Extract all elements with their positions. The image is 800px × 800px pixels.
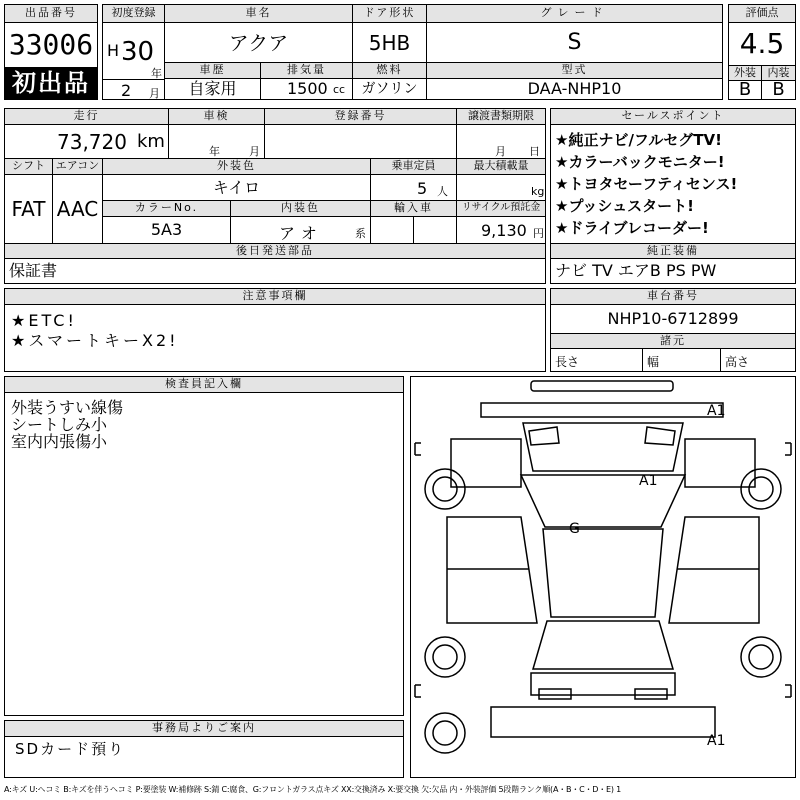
model-code: DAA-NHP10 [527,79,622,98]
color-no-header: カラーNo. [103,201,231,217]
reg-no-cell [265,125,457,159]
ext-color-header: 外装色 [103,159,371,175]
office-header: 事務局よりご案内 [5,721,403,737]
car-name-header: 車名 [165,5,353,23]
transfer-header: 譲渡書類期限 [457,109,545,125]
capacity-header: 乗車定員 [371,159,457,175]
shift: FAT [5,175,53,243]
width-cell [643,349,721,371]
car-diagram [411,377,795,777]
km-unit: km [137,131,165,152]
displacement-cell [261,79,353,99]
sales-points-box [550,108,796,284]
fuel: ガソリン [353,79,427,99]
reg-month: 2 [121,81,132,99]
transfer-cell [457,125,545,159]
kei-unit: 系 [355,227,366,240]
yen-unit: 円 [533,227,544,240]
caution-box [4,288,546,372]
displacement-header: 排気量 [261,63,353,79]
sales-point: ★トヨタセーフティセンス! [555,175,738,193]
main-table [4,108,546,284]
cc-unit: cc [333,83,346,96]
insp-month-unit: 月 [249,145,260,158]
vehicle-history: 自家用 [165,79,261,99]
height-cell [721,349,795,371]
shift-header: シフト [5,159,53,175]
grade: S [427,23,722,63]
length-label: 長さ [555,355,580,369]
height-label: 高さ [725,355,750,369]
lot-number-box [4,4,98,100]
sales-point: ★プッシュスタート! [555,197,694,215]
caution-header: 注意事項欄 [5,289,545,305]
model-header: 型式 [427,63,722,79]
inspector-notes: 外装うすい線傷 シートしみ小 室内内張傷小 [11,398,124,451]
genuine-header: 純正装備 [551,243,795,259]
mileage-header: 走行 [5,109,169,125]
score-header: 評価点 [729,5,795,23]
max-load-cell [457,175,545,201]
recycle-cell [457,217,545,243]
later-parts: 保証書 [9,261,58,280]
int-color: アオ [279,224,323,243]
person-unit: 人 [437,185,448,198]
int-color-header: 内装色 [231,201,371,217]
sales-point: ★カラーバックモニター! [555,153,725,171]
lot-number: 33006 [8,28,94,61]
recycle-header: リサイクル預託金 [457,201,545,217]
color-no: 5A3 [103,217,231,243]
era: H [107,41,120,60]
int-header: 内装 [762,65,795,81]
length-cell [551,349,643,371]
ext-header: 外装 [729,65,762,81]
inspector-box [4,376,404,716]
first-listing-badge: 初出品 [5,67,97,99]
first-reg-header: 初度登録 [103,5,165,23]
import-header: 輸入車 [371,201,457,217]
kg-unit: kg [531,185,545,198]
mileage: 73,720 [57,130,127,154]
door-type: 5HB [353,23,427,63]
displacement: 1500 [287,79,328,98]
import-cell [371,217,457,243]
inspector-header: 検査員記入欄 [5,377,403,393]
genuine-equipment: ナビ TV エアB PS PW [555,261,717,280]
lot-number-header: 出品番号 [5,5,97,23]
month-unit: 月 [149,87,160,99]
later-parts-header: 後日発送部品 [5,243,545,259]
score-box [728,4,796,100]
ext-color: キイロ [103,175,371,201]
first-reg-cell [103,23,165,99]
transfer-month-unit: 月 [495,145,506,158]
interior-score: B [772,81,785,99]
history-header: 車歴 [165,63,261,79]
reg-no-header: 登録番号 [265,109,457,125]
legend-footer: A:キズ U:ヘコミ B:キズを伴うヘコミ P:要塗装 W:補修跡 S:錆 C:腐食、G:フロントガラス点キズ XX:交換済み X:要交換 欠:欠品 内・外装評価 5段階ランク順(A・B・C・D・E) 1 [4,785,622,794]
exterior-score: B [729,81,762,99]
car-diagram-box [410,376,796,778]
inspection-cell [169,125,265,159]
damage-mark-front: A1 [707,403,726,419]
year-unit: 年 [151,67,162,80]
recycle-fee: 9,130 [481,221,527,240]
car-name: アクア [165,23,353,63]
capacity: 5 [417,179,428,198]
overall-score: 4.5 [739,27,785,60]
capacity-cell [371,175,457,201]
int-color-cell [231,217,371,243]
door-header: ドア形状 [353,5,427,23]
max-load-header: 最大積載量 [457,159,545,175]
aircon-header: エアコン [53,159,103,175]
specs-header: 諸元 [551,333,795,349]
damage-mark-windshield: G [569,521,580,537]
chassis-box [550,288,796,372]
office-box [4,720,404,778]
damage-mark-hood: A1 [639,473,658,489]
mileage-cell [5,125,169,159]
caution-notes: ★ETC! ★スマートキーX2! [11,311,179,350]
sales-points-header: セールスポイント [551,109,795,125]
width-label: 幅 [647,355,660,369]
damage-mark-rear: A1 [707,733,726,749]
aircon: AAC [53,175,103,243]
insp-year-unit: 年 [209,145,220,158]
transfer-day-unit: 日 [529,145,540,158]
office-note: SDカード預り [15,740,126,758]
chassis-header: 車台番号 [551,289,795,305]
vehicle-info-box [102,4,723,100]
sales-point: ★純正ナビ/フルセグTV! [555,131,723,149]
reg-year: 30 [121,37,155,67]
inspection-header: 車検 [169,109,265,125]
fuel-header: 燃料 [353,63,427,79]
chassis-number: NHP10-6712899 [607,309,739,328]
sales-point: ★ドライブレコーダー! [555,219,709,237]
grade-header: グレード [427,5,722,23]
